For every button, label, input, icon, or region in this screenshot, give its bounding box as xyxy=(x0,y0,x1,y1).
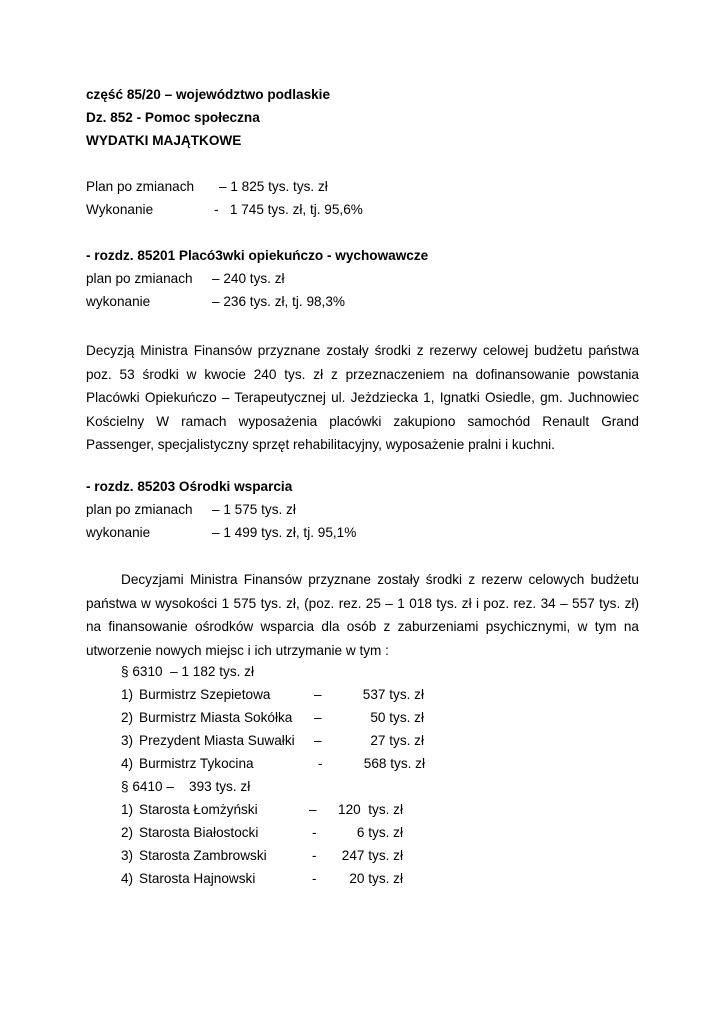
section-85203-plan-value: – 1 575 tys. zł xyxy=(212,502,296,517)
list-item-amount: 6 tys. zł xyxy=(356,825,403,840)
section-85203-exec-label: wykonanie xyxy=(86,525,151,540)
section-85203-exec-value: – 1 499 tys. zł, tj. 95,1% xyxy=(212,525,357,540)
list-item-amount: 50 tys. zł xyxy=(370,710,424,725)
list-item-name: Starosta Łomżyński xyxy=(139,802,258,817)
section-85201-plan-value: – 240 tys. zł xyxy=(212,271,285,286)
list-item-amount: 247 tys. zł xyxy=(341,848,403,863)
list-item-amount: 568 tys. zł xyxy=(363,756,425,771)
list-item-number: 1) xyxy=(121,687,134,702)
list-item-amount: 537 tys. zł xyxy=(362,687,424,702)
list-item-name: Burmistrz Szepietowa xyxy=(139,687,271,702)
list-item-dash: – xyxy=(314,687,322,702)
section-85203-paragraph: Decyzjami Ministra Finansów przyznane zostały środki z rezerw celowych budżetu państwa w wysokości 1 575 tys. zł, (poz. rez. 25 – 1 018 tys. zł i poz. rez. 34 – 557 tys. zł) na finansowanie ośrodków wsparcia dla osób z zaburzeniami psychicznymi, w tym na utworzenie nowych miejsc i ich utrzymanie w tym : xyxy=(86,572,639,658)
list-item-number: 2) xyxy=(121,710,134,725)
list-item-dash: - xyxy=(312,848,317,863)
summary-exec-value: - 1 745 tys. zł, tj. 95,6% xyxy=(214,202,363,217)
list-item-name: Prezydent Miasta Suwałki xyxy=(139,733,295,748)
section-85201-exec-label: wykonanie xyxy=(86,294,151,309)
document-part-heading: część 85/20 – województwo podlaskie xyxy=(86,87,331,102)
section-85201-plan-label: plan po zmianach xyxy=(86,271,193,286)
section-85201-paragraph: Decyzją Ministra Finansów przyznane zostały środki z rezerwy celowej budżetu państwa poz. 53 środki w kwocie 240 tys. zł z przeznaczeniem na dofinansowanie powstania Placówki Opiekuńczo – Terapeutycznej ul. Jeżdziecka 1, Ignatki Osiedle, gm. Juchnowiec Kościelny W ramach wyposażenia placówki zakupiono samochód Renault Grand Passenger, specjalistyczny sprzęt rehabilitacyjny, wyposażenie pralni i kuchni. xyxy=(86,343,639,452)
list-item-dash: - xyxy=(312,871,317,886)
division-heading: Dz. 852 - Pomoc społeczna xyxy=(86,110,260,125)
list-item-dash: – xyxy=(309,802,317,817)
section-85201-exec-value: – 236 tys. zł, tj. 98,3% xyxy=(212,294,345,309)
section-85203-title: - rozdz. 85203 Ośrodki wsparcia xyxy=(86,479,293,494)
list-item-dash: - xyxy=(318,756,323,771)
list-item-name: Starosta Białostocki xyxy=(139,825,259,840)
list-item-name: Starosta Zambrowski xyxy=(139,848,267,863)
list-item-name: Starosta Hajnowski xyxy=(139,871,256,886)
summary-plan-value: – 1 825 tys. tys. zł xyxy=(219,179,328,194)
group-6410-heading: § 6410 – 393 tys. zł xyxy=(121,779,251,794)
list-item-number: 2) xyxy=(121,825,134,840)
list-item-number: 1) xyxy=(121,802,134,817)
list-item-amount: 27 tys. zł xyxy=(370,733,424,748)
list-item-name: Burmistrz Miasta Sokółka xyxy=(139,710,293,725)
list-item-number: 4) xyxy=(121,871,134,886)
list-item-dash: – xyxy=(314,733,322,748)
summary-plan-label: Plan po zmianach xyxy=(86,179,195,194)
list-item-number: 4) xyxy=(121,756,134,771)
list-item-amount: 20 tys. zł xyxy=(349,871,403,886)
summary-exec-label: Wykonanie xyxy=(86,202,154,217)
section-85201-title: - rozdz. 85201 Placó3wki opiekuńczo - wychowawcze xyxy=(86,248,429,263)
list-item-number: 3) xyxy=(121,848,134,863)
list-item-dash: - xyxy=(312,825,317,840)
list-item-name: Burmistrz Tykocina xyxy=(139,756,254,771)
list-item-number: 3) xyxy=(121,733,134,748)
category-heading: WYDATKI MAJĄTKOWE xyxy=(86,133,242,148)
group-6310-heading: § 6310 – 1 182 tys. zł xyxy=(121,664,255,679)
list-item-amount: 120 tys. zł xyxy=(338,802,403,817)
list-item-dash: – xyxy=(314,710,322,725)
section-85203-plan-label: plan po zmianach xyxy=(86,502,193,517)
